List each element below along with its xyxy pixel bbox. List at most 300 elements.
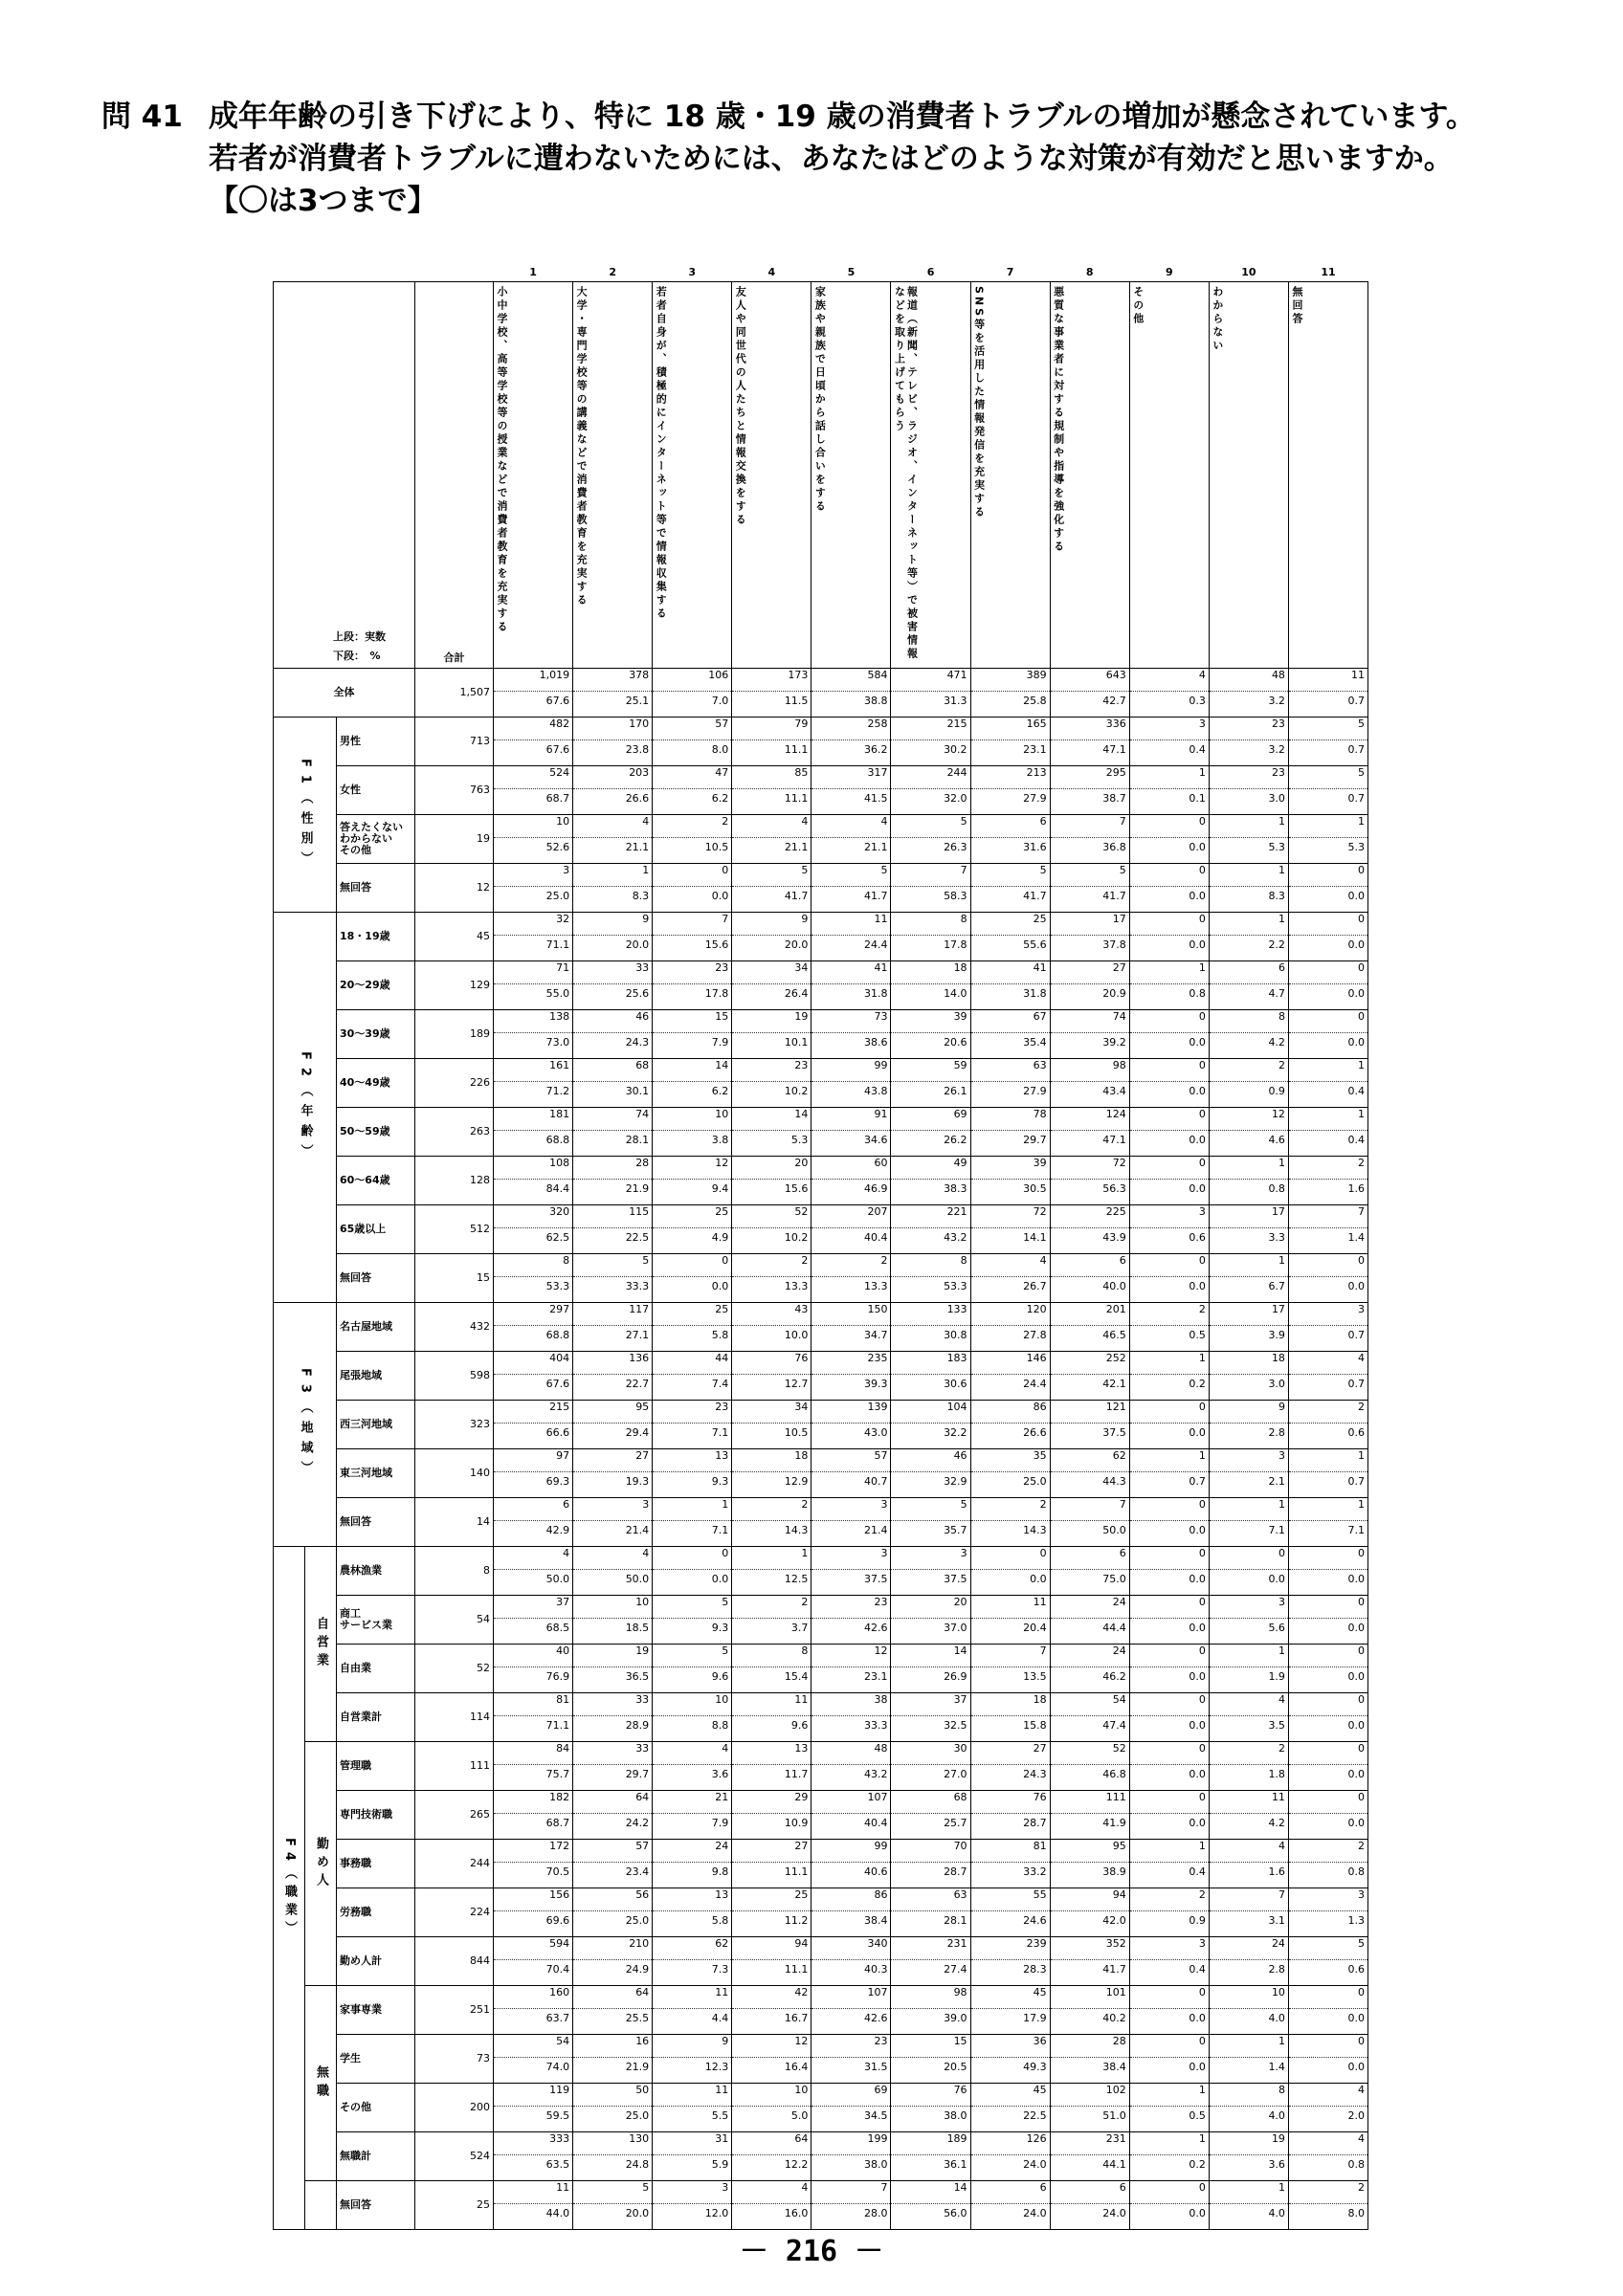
data-cell	[970, 1108, 1050, 1157]
count-value: 7	[891, 864, 969, 887]
count-value: 482	[494, 718, 572, 740]
column-number: 4	[767, 266, 776, 278]
row-label-line: 商工	[340, 1607, 361, 1620]
percent-value: 40.2	[1102, 2012, 1126, 2024]
cell-values	[1130, 864, 1209, 912]
row-label	[337, 1888, 415, 1937]
cell-values	[891, 2084, 969, 2131]
cell-values	[1130, 961, 1209, 1009]
percent-value: 0.0	[1189, 2061, 1206, 2073]
row-label-line: 家事専業	[340, 2003, 382, 2016]
data-cell	[653, 1498, 732, 1547]
percent-value: 0.0	[1347, 938, 1366, 951]
percent-value: 7.1	[1268, 1524, 1285, 1536]
percent-value: 40.7	[863, 1475, 888, 1488]
cell-values	[1051, 1108, 1129, 1156]
cell-values	[494, 718, 572, 765]
cell-values	[573, 1352, 652, 1400]
count-value: 10	[1210, 1986, 1288, 2009]
count-value: 1	[1130, 1352, 1209, 1375]
cell-values	[1051, 1596, 1129, 1644]
percent-value: 73.0	[545, 1036, 570, 1049]
row-total: 244	[415, 1840, 494, 1888]
percent-value: 46.8	[1102, 1768, 1126, 1780]
count-value: 4	[653, 1742, 731, 1765]
cell-values	[573, 1547, 652, 1595]
data-cell	[970, 1059, 1050, 1108]
data-cell	[573, 1888, 653, 1937]
cell-values	[573, 1205, 652, 1253]
count-value: 43	[732, 1303, 811, 1326]
cell-values	[573, 1157, 652, 1204]
percent-value: 5.6	[1268, 1622, 1285, 1634]
count-value: 4	[494, 1547, 572, 1570]
data-cell	[970, 1010, 1050, 1059]
percent-value: 28.1	[944, 1914, 967, 1927]
cell-values	[653, 1986, 731, 2034]
cell-values	[891, 1254, 969, 1302]
count-value: 0	[1289, 1693, 1367, 1716]
count-value: 120	[971, 1303, 1050, 1326]
row-label	[337, 1645, 415, 1693]
question-line-3: 【〇は3つまで】	[209, 184, 437, 218]
cell-values	[891, 766, 969, 814]
count-value: 27	[1051, 961, 1129, 984]
percent-value: 43.0	[863, 1426, 888, 1439]
data-cell	[1129, 1108, 1209, 1157]
table-row	[274, 1791, 1368, 1840]
data-cell	[1050, 1937, 1129, 1986]
percent-value: 3.3	[1268, 1231, 1285, 1244]
percent-value: 15.6	[784, 1182, 809, 1195]
percent-value: 0.8	[1189, 987, 1206, 1000]
count-value: 201	[1051, 1303, 1129, 1326]
count-value: 6	[971, 815, 1050, 838]
count-value: 57	[812, 1449, 890, 1472]
cell-values	[1289, 1596, 1367, 1644]
data-cell	[1209, 766, 1288, 815]
count-value: 1	[1210, 2035, 1288, 2058]
cell-values	[573, 1645, 652, 1692]
count-value: 130	[573, 2132, 652, 2155]
data-cell	[891, 2132, 970, 2181]
data-cell	[1050, 961, 1129, 1010]
cell-values	[1051, 1693, 1129, 1741]
row-label-line: 労務職	[340, 1906, 371, 1918]
data-cell	[970, 1596, 1050, 1645]
count-value: 6	[971, 2181, 1050, 2204]
count-value: 9	[1210, 1401, 1288, 1424]
cell-values	[732, 1157, 811, 1204]
data-cell	[732, 2132, 812, 2181]
count-value: 121	[1051, 1401, 1129, 1424]
row-label-line: 自由業	[340, 1662, 371, 1674]
row-label	[337, 1352, 415, 1401]
data-cell	[653, 1303, 732, 1352]
count-value: 25	[971, 913, 1050, 936]
percent-value: 41.7	[863, 890, 888, 902]
percent-value: 16.7	[784, 2012, 809, 2024]
data-cell	[732, 2084, 812, 2132]
cell-values	[653, 1352, 731, 1400]
table-row	[274, 766, 1368, 815]
percent-value: 26.3	[944, 841, 967, 853]
cell-values	[812, 913, 890, 960]
count-value: 7	[1051, 1498, 1129, 1521]
count-value: 1	[1210, 1157, 1288, 1180]
cell-values	[494, 864, 572, 912]
data-cell	[732, 1791, 812, 1840]
data-cell	[1129, 1352, 1209, 1401]
cell-values	[1130, 1059, 1209, 1107]
cell-values	[891, 2035, 969, 2083]
data-cell	[1129, 864, 1209, 913]
data-cell	[970, 1449, 1050, 1498]
count-value: 63	[891, 1888, 969, 1911]
count-value: 30	[891, 1742, 969, 1765]
count-value: 23	[732, 1059, 811, 1082]
cell-values	[1210, 1303, 1288, 1351]
count-value: 13	[653, 1888, 731, 1911]
percent-value: 12.2	[784, 2158, 809, 2171]
cell-values	[891, 1888, 969, 1936]
percent-value: 29.7	[1023, 1134, 1047, 1146]
count-value: 0	[1130, 1254, 1209, 1277]
cell-values	[891, 913, 969, 960]
data-cell	[1288, 1449, 1367, 1498]
cell-values	[1130, 2132, 1209, 2180]
cell-values	[1289, 718, 1367, 765]
cell-values	[573, 1742, 652, 1790]
count-value: 17	[1210, 1303, 1288, 1326]
count-value: 54	[494, 2035, 572, 2058]
data-cell	[573, 1401, 653, 1449]
cell-values	[573, 2035, 652, 2083]
percent-value: 1.6	[1268, 1866, 1285, 1878]
cell-values	[891, 1157, 969, 1204]
data-cell	[812, 1352, 891, 1401]
data-cell	[1129, 1449, 1209, 1498]
row-total: 200	[415, 2084, 494, 2132]
data-cell	[1129, 1645, 1209, 1693]
percent-value: 52.6	[545, 841, 570, 853]
cell-values	[1210, 1498, 1288, 1546]
percent-value: 31.3	[944, 695, 967, 707]
count-value: 471	[891, 669, 969, 692]
cell-values	[1051, 815, 1129, 863]
percent-value: 7.4	[711, 1378, 729, 1390]
count-value: 1	[1210, 2181, 1288, 2204]
count-value: 199	[812, 2132, 890, 2155]
cell-values	[732, 1840, 811, 1888]
count-value: 252	[1051, 1352, 1129, 1375]
subgroup-label-text: 無職	[314, 2064, 328, 2102]
count-value: 5	[732, 864, 811, 887]
count-value: 0	[1130, 1742, 1209, 1765]
count-value: 48	[1210, 669, 1288, 692]
cell-values	[812, 864, 890, 912]
count-value: 102	[1051, 2084, 1129, 2107]
row-label	[337, 2181, 415, 2230]
percent-value: 24.8	[625, 2158, 650, 2171]
cell-values	[1051, 1791, 1129, 1839]
row-label	[337, 1742, 415, 1791]
percent-value: 20.0	[784, 938, 809, 951]
cell-values	[1210, 864, 1288, 912]
data-cell	[573, 815, 653, 864]
cell-values	[653, 1449, 731, 1497]
data-cell	[653, 1645, 732, 1693]
cell-values	[1051, 1059, 1129, 1107]
count-value: 7	[1051, 815, 1129, 838]
percent-value: 23.8	[625, 743, 650, 756]
percent-value: 62.5	[545, 1231, 570, 1244]
count-value: 5	[812, 864, 890, 887]
percent-value: 30.8	[944, 1329, 967, 1341]
row-total: 844	[415, 1937, 494, 1986]
cell-values	[732, 961, 811, 1009]
cell-values	[494, 2084, 572, 2131]
cell-values	[971, 1596, 1050, 1644]
row-total: 129	[415, 961, 494, 1010]
count-value: 48	[812, 1742, 890, 1765]
percent-value: 5.8	[711, 1329, 729, 1341]
count-value: 63	[971, 1059, 1050, 1082]
column-header	[494, 282, 573, 669]
data-cell	[1288, 1693, 1367, 1742]
cell-values	[1289, 669, 1367, 717]
cell-values	[891, 1547, 969, 1595]
percent-value: 10.1	[784, 1036, 809, 1049]
cell-values	[1130, 1108, 1209, 1156]
data-cell	[1209, 1693, 1288, 1742]
cell-values	[573, 815, 652, 863]
count-value: 16	[573, 2035, 652, 2058]
row-label	[337, 1498, 415, 1547]
count-value: 11	[653, 1986, 731, 2009]
data-cell	[1129, 1888, 1209, 1937]
count-value: 119	[494, 2084, 572, 2107]
column-header	[732, 282, 812, 669]
data-cell	[573, 766, 653, 815]
cell-values	[1289, 766, 1367, 814]
data-cell	[891, 1986, 970, 2035]
data-cell	[891, 1010, 970, 1059]
column-header-label: SNS等を活用した情報発信を充実する	[972, 286, 986, 520]
cell-values	[891, 718, 969, 765]
total-label: 全体	[274, 669, 415, 718]
percent-value: 0.0	[711, 1573, 729, 1585]
percent-value: 4.9	[711, 1231, 729, 1244]
row-label	[337, 2132, 415, 2181]
cell-values	[891, 1010, 969, 1058]
data-cell	[1288, 961, 1367, 1010]
percent-value: 26.7	[1023, 1280, 1047, 1292]
cell-values	[971, 2035, 1050, 2083]
data-cell	[891, 2035, 970, 2084]
cell-values	[1210, 766, 1288, 814]
cell-values	[1130, 1205, 1209, 1253]
count-value: 39	[971, 1157, 1050, 1180]
count-value: 1	[1289, 1449, 1367, 1472]
cell-values	[732, 2084, 811, 2131]
count-value: 1	[573, 864, 652, 887]
count-value: 235	[812, 1352, 890, 1375]
column-header	[812, 282, 891, 669]
data-cell	[1129, 1059, 1209, 1108]
data-cell	[1209, 1937, 1288, 1986]
percent-value: 5.8	[711, 1914, 729, 1927]
percent-value: 39.3	[863, 1378, 888, 1390]
count-value: 0	[1130, 1547, 1209, 1570]
count-value: 115	[573, 1205, 652, 1228]
count-value: 4	[573, 815, 652, 838]
percent-value: 0.9	[1189, 1914, 1206, 1927]
column-header	[1209, 282, 1288, 669]
percent-value: 3.9	[1268, 1329, 1285, 1341]
cell-values	[494, 1449, 572, 1497]
cell-values	[1210, 913, 1288, 960]
data-cell	[494, 1157, 573, 1205]
data-cell	[1129, 766, 1209, 815]
data-cell	[812, 1010, 891, 1059]
percent-value: 53.3	[545, 1280, 570, 1292]
cell-values	[494, 669, 572, 717]
percent-value: 30.5	[1023, 1182, 1047, 1195]
count-value: 14	[891, 1645, 969, 1667]
row-label	[337, 1840, 415, 1888]
cell-values	[812, 1888, 890, 1936]
row-label	[337, 1693, 415, 1742]
cell-values	[812, 669, 890, 717]
count-value: 1	[732, 1547, 811, 1570]
data-cell	[732, 2181, 812, 2230]
data-cell	[1288, 2084, 1367, 2132]
table-row	[274, 718, 1368, 766]
data-cell	[812, 815, 891, 864]
count-value: 23	[1210, 718, 1288, 740]
cell-values	[1289, 864, 1367, 912]
data-cell	[812, 1303, 891, 1352]
data-cell	[494, 669, 573, 718]
cell-values	[1130, 2035, 1209, 2083]
cell-values	[732, 913, 811, 960]
data-cell	[1209, 2035, 1288, 2084]
cell-values	[1051, 1401, 1129, 1448]
cell-values	[494, 2132, 572, 2180]
cell-values	[891, 1840, 969, 1888]
count-value: 0	[1130, 815, 1209, 838]
cell-values	[653, 864, 731, 912]
count-value: 95	[1051, 1840, 1129, 1863]
cell-values	[573, 1986, 652, 2034]
count-value: 0	[1130, 913, 1209, 936]
percent-value: 27.0	[944, 1768, 967, 1780]
count-value: 189	[891, 2132, 969, 2155]
cell-values	[812, 2035, 890, 2083]
data-cell	[970, 1352, 1050, 1401]
percent-value: 47.1	[1102, 743, 1126, 756]
percent-value: 24.9	[625, 1963, 650, 1976]
count-value: 1	[1130, 961, 1209, 984]
count-value: 12	[812, 1645, 890, 1667]
data-cell	[573, 961, 653, 1010]
data-cell	[494, 1986, 573, 2035]
cell-values	[1130, 1401, 1209, 1448]
count-value: 41	[812, 961, 890, 984]
count-value: 62	[1051, 1449, 1129, 1472]
percent-value: 41.7	[784, 890, 809, 902]
data-cell	[494, 766, 573, 815]
data-cell	[1209, 1742, 1288, 1791]
percent-value: 5.5	[711, 2109, 729, 2122]
percent-value: 15.8	[1023, 1719, 1047, 1732]
count-value: 17	[1210, 1205, 1288, 1228]
count-value: 33	[573, 961, 652, 984]
percent-value: 9.4	[711, 1182, 729, 1195]
cell-values	[1210, 815, 1288, 863]
count-value: 0	[1130, 1059, 1209, 1082]
row-label	[337, 1157, 415, 1205]
data-cell	[732, 2035, 812, 2084]
percent-value: 41.7	[1023, 890, 1047, 902]
data-cell	[732, 1401, 812, 1449]
cell-values	[971, 1840, 1050, 1888]
cell-values	[1130, 1547, 1209, 1595]
table-row	[274, 1010, 1368, 1059]
count-value: 15	[653, 1010, 731, 1033]
percent-value: 12.9	[784, 1475, 809, 1488]
percent-value: 10.9	[784, 1817, 809, 1829]
cell-values	[1051, 1645, 1129, 1692]
count-value: 11	[812, 913, 890, 936]
count-value: 14	[653, 1059, 731, 1082]
row-label-line: 名古屋地域	[340, 1320, 392, 1333]
percent-value: 3.0	[1268, 792, 1285, 805]
percent-value: 42.9	[545, 1524, 570, 1536]
data-cell	[1050, 2132, 1129, 2181]
data-cell	[494, 1352, 573, 1401]
percent-value: 0.5	[1189, 2109, 1206, 2122]
data-cell	[653, 669, 732, 718]
percent-value: 26.4	[784, 987, 809, 1000]
cell-values	[891, 1205, 969, 1253]
count-value: 1	[1210, 1254, 1288, 1277]
cell-values	[494, 1645, 572, 1692]
count-value: 0	[1289, 1986, 1367, 2009]
column-header	[1050, 282, 1129, 669]
data-cell	[891, 2084, 970, 2132]
percent-value: 23.1	[1023, 743, 1047, 756]
percent-value: 34.5	[863, 2109, 888, 2122]
percent-value: 4.4	[711, 2012, 729, 2024]
count-value: 2	[1130, 1303, 1209, 1326]
count-value: 0	[1289, 913, 1367, 936]
data-cell	[891, 669, 970, 718]
count-value: 33	[573, 1693, 652, 1716]
data-cell	[1209, 1449, 1288, 1498]
count-value: 5	[573, 2181, 652, 2204]
table-row	[274, 1986, 1368, 2035]
row-total: 73	[415, 2035, 494, 2084]
data-cell	[1129, 1742, 1209, 1791]
cell-values	[1130, 766, 1209, 814]
count-value: 643	[1051, 669, 1129, 692]
cell-values	[1130, 1791, 1209, 1839]
data-cell	[653, 961, 732, 1010]
percent-value: 26.1	[944, 1085, 967, 1097]
percent-value: 13.3	[784, 1280, 809, 1292]
